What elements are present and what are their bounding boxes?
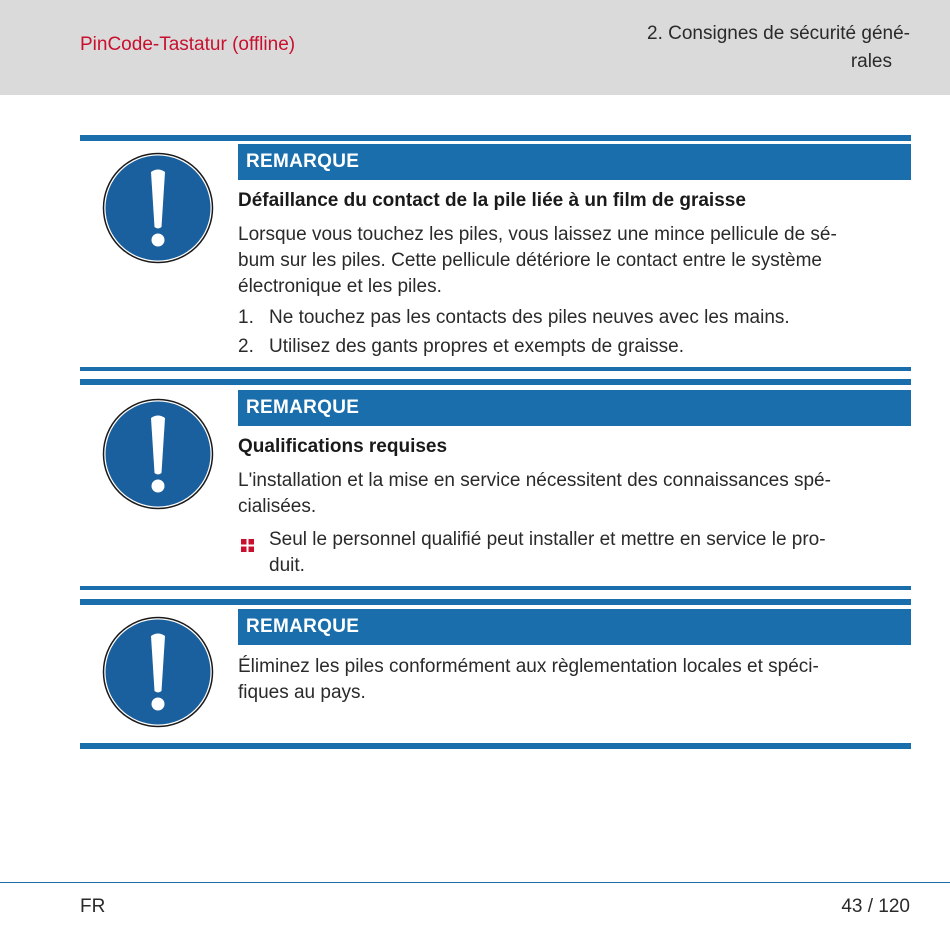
notice-2-label: REMARQUE — [238, 390, 911, 426]
bullet-line: Seul le personnel qualifié peut installer et mettre en service le pro- — [269, 529, 826, 550]
notice-1-top-rule — [80, 135, 911, 141]
paragraph-line: Éliminez les piles conformément aux règlementation locales et spéci- — [238, 656, 819, 677]
step-number: 1. — [238, 307, 254, 328]
notice-3-bottom-rule — [80, 743, 911, 749]
notice-1-paragraph — [238, 222, 898, 300]
notice-3-paragraph — [238, 654, 898, 706]
notice-1-title: Défaillance du contact de la pile liée à un film de graisse — [238, 190, 746, 211]
footer-rule — [0, 882, 950, 883]
notice-2-title: Qualifications requises — [238, 436, 448, 457]
exclamation-mandatory-icon — [102, 398, 214, 510]
paragraph-line: cialisées. — [238, 496, 317, 517]
notice-2-top-rule — [80, 379, 911, 385]
bullet-squares-icon — [241, 534, 254, 547]
paragraph-line: L'installation et la mise en service nécessitent des connaissances spé- — [238, 470, 831, 491]
section-title-line-1: 2. Consignes de sécurité géné- — [647, 23, 910, 44]
product-title: PinCode-Tastatur (offline) — [80, 34, 296, 55]
exclamation-mandatory-icon — [102, 616, 214, 728]
notice-3-label: REMARQUE — [238, 609, 911, 645]
section-title — [610, 20, 910, 76]
page-number: 43 / 120 — [841, 896, 910, 917]
paragraph-line: bum sur les piles. Cette pellicule détériore le contact entre le système — [238, 250, 822, 271]
notice-1-label: REMARQUE — [238, 144, 911, 180]
page-header — [0, 0, 950, 95]
notice-2-paragraph — [238, 468, 898, 520]
paragraph-line: fiques au pays. — [238, 682, 366, 703]
bullet-line: duit. — [269, 555, 305, 576]
list-item-step-2 — [238, 334, 898, 360]
list-item-bullet — [238, 527, 898, 579]
list-item-step-1 — [238, 305, 898, 331]
bullet-text — [269, 527, 826, 579]
step-number: 2. — [238, 336, 254, 357]
notice-1-bottom-rule — [80, 367, 911, 371]
footer-language: FR — [80, 896, 106, 917]
notice-2-bottom-rule — [80, 586, 911, 590]
paragraph-line: Lorsque vous touchez les piles, vous laissez une mince pellicule de sé- — [238, 224, 837, 245]
paragraph-line: électronique et les piles. — [238, 276, 442, 297]
exclamation-mandatory-icon — [102, 152, 214, 264]
step-text: Ne touchez pas les contacts des piles neuves avec les mains. — [269, 307, 790, 328]
notice-3-top-rule — [80, 599, 911, 605]
step-text: Utilisez des gants propres et exempts de graisse. — [269, 336, 685, 357]
section-title-line-2: rales — [850, 51, 892, 72]
